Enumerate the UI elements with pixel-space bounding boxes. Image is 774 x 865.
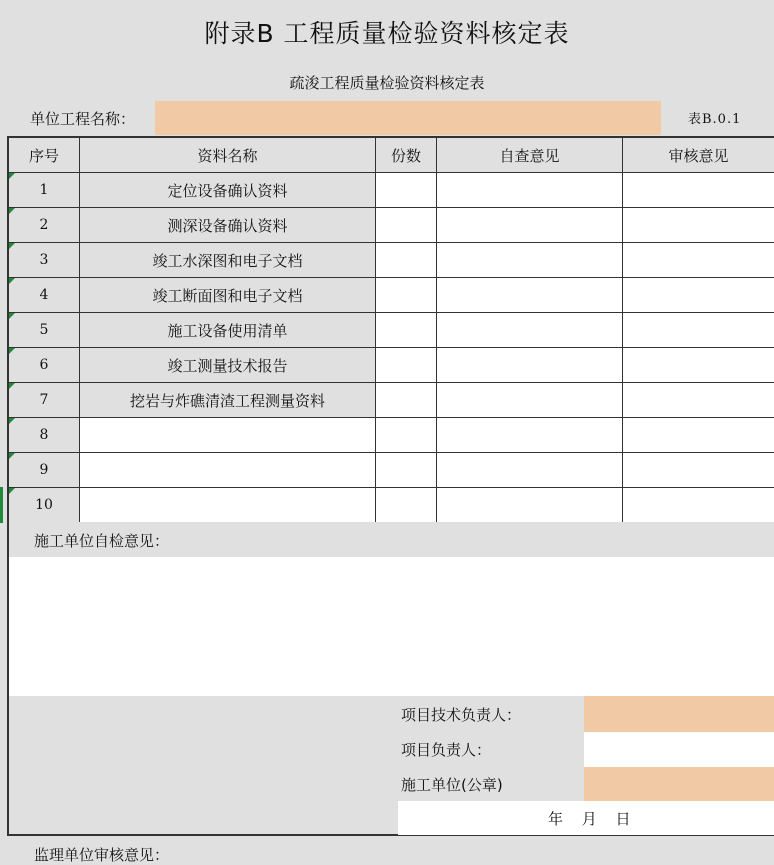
table-row bbox=[9, 383, 774, 418]
self-check-cell[interactable] bbox=[437, 348, 623, 383]
self-check-cell[interactable] bbox=[437, 278, 623, 313]
review-cell[interactable] bbox=[623, 348, 774, 383]
table-row bbox=[9, 453, 774, 488]
document-name: 挖岩与炸礁清渣工程测量资料 bbox=[80, 383, 376, 418]
review-cell[interactable] bbox=[623, 278, 774, 313]
page-title: 附录B 工程质量检验资料核定表 bbox=[204, 19, 570, 48]
table-row bbox=[9, 243, 774, 278]
document-name-input[interactable] bbox=[80, 488, 376, 523]
document-name: 施工设备使用清单 bbox=[80, 313, 376, 348]
self-check-cell[interactable] bbox=[437, 173, 623, 208]
review-cell[interactable] bbox=[623, 383, 774, 418]
construction-unit-label: 施工单位(公章) bbox=[401, 776, 503, 794]
row-number: 4 bbox=[9, 278, 80, 313]
table-row bbox=[9, 313, 774, 348]
unit-project-input[interactable] bbox=[155, 101, 661, 135]
unit-project-label: 单位工程名称： bbox=[30, 110, 136, 128]
row-number: 5 bbox=[9, 313, 80, 348]
review-cell[interactable] bbox=[623, 243, 774, 278]
header-self-check: 自查意见 bbox=[437, 138, 623, 173]
review-cell[interactable] bbox=[623, 208, 774, 243]
copies-cell[interactable] bbox=[376, 453, 437, 488]
header-name: 资料名称 bbox=[80, 138, 376, 173]
self-check-cell[interactable] bbox=[437, 383, 623, 418]
self-check-cell[interactable] bbox=[437, 453, 623, 488]
copies-cell[interactable] bbox=[376, 243, 437, 278]
tech-lead-label: 项目技术负责人： bbox=[401, 706, 522, 724]
row-number: 9 bbox=[9, 453, 80, 488]
header-no: 序号 bbox=[9, 138, 80, 173]
self-check-cell[interactable] bbox=[437, 418, 623, 453]
document-name-input[interactable] bbox=[80, 418, 376, 453]
copies-cell[interactable] bbox=[376, 383, 437, 418]
copies-cell[interactable] bbox=[376, 418, 437, 453]
table-row bbox=[9, 278, 774, 313]
table-header-row bbox=[9, 138, 774, 173]
copies-cell[interactable] bbox=[376, 208, 437, 243]
row-number: 2 bbox=[9, 208, 80, 243]
table-row bbox=[9, 173, 774, 208]
document-name-input[interactable] bbox=[80, 453, 376, 488]
copies-cell[interactable] bbox=[376, 488, 437, 523]
row-number: 3 bbox=[9, 243, 80, 278]
project-lead-signature-field[interactable] bbox=[584, 732, 774, 767]
self-check-cell[interactable] bbox=[437, 243, 623, 278]
review-cell[interactable] bbox=[623, 488, 774, 523]
table-row bbox=[9, 208, 774, 243]
project-lead-label: 项目负责人： bbox=[401, 741, 492, 759]
review-cell[interactable] bbox=[623, 418, 774, 453]
self-check-label: 施工单位自检意见： bbox=[34, 532, 170, 550]
construction-unit-seal-field[interactable] bbox=[584, 767, 774, 801]
document-name: 测深设备确认资料 bbox=[80, 208, 376, 243]
copies-cell[interactable] bbox=[376, 348, 437, 383]
table-number: 表B.0.1 bbox=[688, 112, 742, 127]
self-check-cell[interactable] bbox=[437, 313, 623, 348]
review-cell[interactable] bbox=[623, 453, 774, 488]
row-number: 6 bbox=[9, 348, 80, 383]
date-text: 年 月 日 bbox=[548, 810, 631, 828]
verification-table bbox=[7, 136, 774, 523]
row-number: 7 bbox=[9, 383, 80, 418]
table-row bbox=[9, 348, 774, 383]
document-name: 竣工测量技术报告 bbox=[80, 348, 376, 383]
copies-cell[interactable] bbox=[376, 173, 437, 208]
table-row bbox=[9, 418, 774, 453]
self-check-input[interactable] bbox=[7, 557, 774, 696]
header-copies: 份数 bbox=[376, 138, 437, 173]
supervision-label: 监理单位审核意见： bbox=[34, 846, 170, 864]
tech-lead-signature-field[interactable] bbox=[584, 696, 774, 732]
copies-cell[interactable] bbox=[376, 313, 437, 348]
table-row bbox=[9, 488, 774, 523]
self-check-cell[interactable] bbox=[437, 208, 623, 243]
row-number: 10 bbox=[9, 488, 80, 523]
form-subtitle: 疏浚工程质量检验资料核定表 bbox=[289, 74, 485, 92]
document-name: 竣工水深图和电子文档 bbox=[80, 243, 376, 278]
document-name: 定位设备确认资料 bbox=[80, 173, 376, 208]
review-cell[interactable] bbox=[623, 173, 774, 208]
cell-cursor-marker bbox=[0, 487, 3, 523]
review-cell[interactable] bbox=[623, 313, 774, 348]
copies-cell[interactable] bbox=[376, 278, 437, 313]
header-review: 审核意见 bbox=[623, 138, 774, 173]
self-check-cell[interactable] bbox=[437, 488, 623, 523]
document-name: 竣工断面图和电子文档 bbox=[80, 278, 376, 313]
row-number: 1 bbox=[9, 173, 80, 208]
row-number: 8 bbox=[9, 418, 80, 453]
